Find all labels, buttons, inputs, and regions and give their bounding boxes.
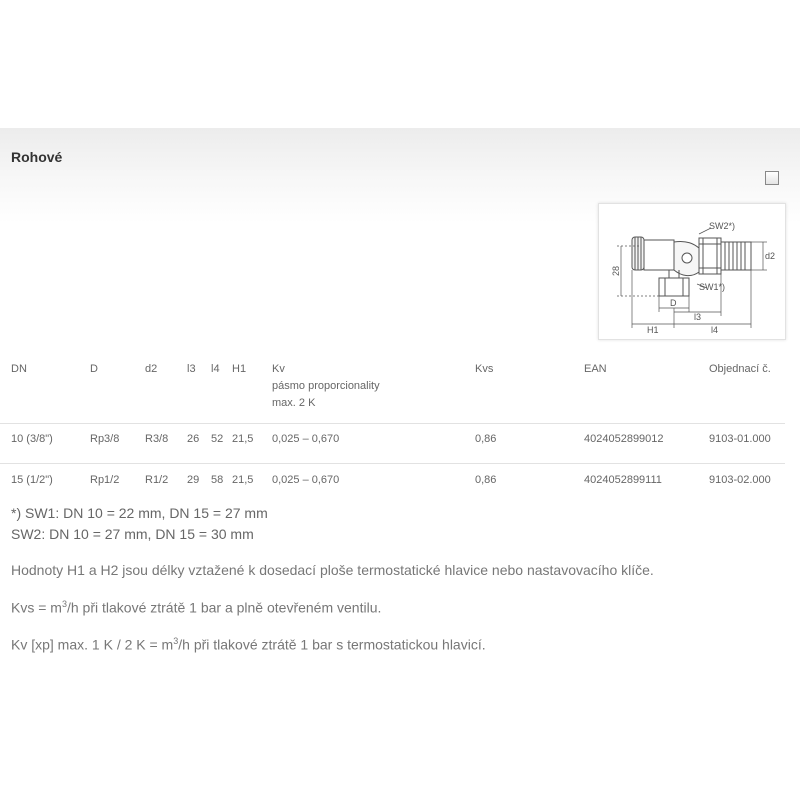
- col-header-d2: d2: [145, 363, 158, 375]
- paragraph-kvs: [11, 599, 381, 616]
- table-row-2-kvs: 0,86: [475, 474, 497, 486]
- col-header-kv-line3: max. 2 K: [272, 397, 316, 409]
- table-row-1-d: Rp3/8: [90, 433, 120, 445]
- table-row-2-l4: 58: [211, 474, 224, 486]
- table-row-1-h1: 21,5: [232, 433, 254, 445]
- diagram-label-l3: l3: [694, 312, 702, 322]
- col-header-kvs: Kvs: [475, 363, 494, 375]
- table-row-2-d: Rp1/2: [90, 474, 120, 486]
- col-header-l4: l4: [211, 363, 220, 375]
- col-header-l3: l3: [187, 363, 196, 375]
- diagram-label-h1: H1: [647, 325, 659, 335]
- table-row-2-d2: R1/2: [145, 474, 169, 486]
- section-title: Rohové: [11, 149, 63, 165]
- col-header-kv-line1: Kv: [272, 363, 285, 375]
- col-header-d: D: [90, 363, 98, 375]
- table-row-1-dn: 10 (3/8"): [11, 433, 53, 445]
- table-row-2-h1: 21,5: [232, 474, 254, 486]
- col-header-kv: [272, 361, 380, 412]
- col-header-dn: DN: [11, 363, 27, 375]
- table-row-1-ean: 4024052899012: [584, 433, 664, 445]
- col-header-h1: H1: [232, 363, 247, 375]
- paragraph-kv: [11, 636, 486, 653]
- note-sw2: SW2: DN 10 = 27 mm, DN 15 = 30 mm: [11, 526, 254, 542]
- valve-drawing: [599, 204, 785, 339]
- table-row-1-d2: R3/8: [145, 433, 169, 445]
- table-divider: [0, 423, 785, 424]
- diagram-label-sw1: SW1*): [699, 282, 726, 292]
- paragraph-kv-text: Kv [xp] max. 1 K / 2 K = m: [11, 636, 174, 653]
- table-row-1-l4: 52: [211, 433, 224, 445]
- table-row-1-order: 9103-01.000: [709, 433, 771, 445]
- table-row-1-kvs: 0,86: [475, 433, 497, 445]
- paragraph-kvs-text: Kvs = m: [11, 599, 62, 616]
- paragraph-kv-text-end: /h při tlakové ztrátě 1 bar s termostatickou hlavicí.: [178, 636, 486, 653]
- diagram-label-sw2: SW2*): [709, 221, 736, 231]
- paragraph-kvs-text-end: /h při tlakové ztrátě 1 bar a plně otevřeném ventilu.: [66, 599, 382, 616]
- paragraph-h1-h2: Hodnoty H1 a H2 jsou délky vztažené k dosedací ploše termostatické hlavice nebo nastavovacího klíče.: [11, 562, 654, 578]
- compare-checkbox[interactable]: [765, 171, 779, 185]
- col-header-ean: EAN: [584, 363, 607, 375]
- table-row-2-dn: 15 (1/2"): [11, 474, 53, 486]
- diagram-label-l4: l4: [711, 325, 719, 335]
- col-header-order: Objednací č.: [709, 363, 771, 375]
- diagram-label-28: 28: [611, 265, 621, 276]
- table-row-2-l3: 29: [187, 474, 200, 486]
- table-row-1-l3: 26: [187, 433, 200, 445]
- note-sw1: *) SW1: DN 10 = 22 mm, DN 15 = 27 mm: [11, 505, 268, 521]
- paragraph-kvs-exponent: 3: [61, 599, 67, 609]
- table-divider: [0, 463, 785, 464]
- col-header-kv-line2: pásmo proporcionality: [272, 380, 380, 392]
- table-row-1-kv: 0,025 – 0,670: [272, 433, 340, 445]
- paragraph-kv-exponent: 3: [173, 636, 179, 646]
- diagram-label-d: D: [670, 298, 677, 308]
- valve-diagram: [598, 203, 786, 340]
- diagram-label-d2: d2: [765, 251, 776, 261]
- table-row-2-ean: 4024052899111: [584, 474, 662, 486]
- table-row-2-kv: 0,025 – 0,670: [272, 474, 340, 486]
- table-row-2-order: 9103-02.000: [709, 474, 771, 486]
